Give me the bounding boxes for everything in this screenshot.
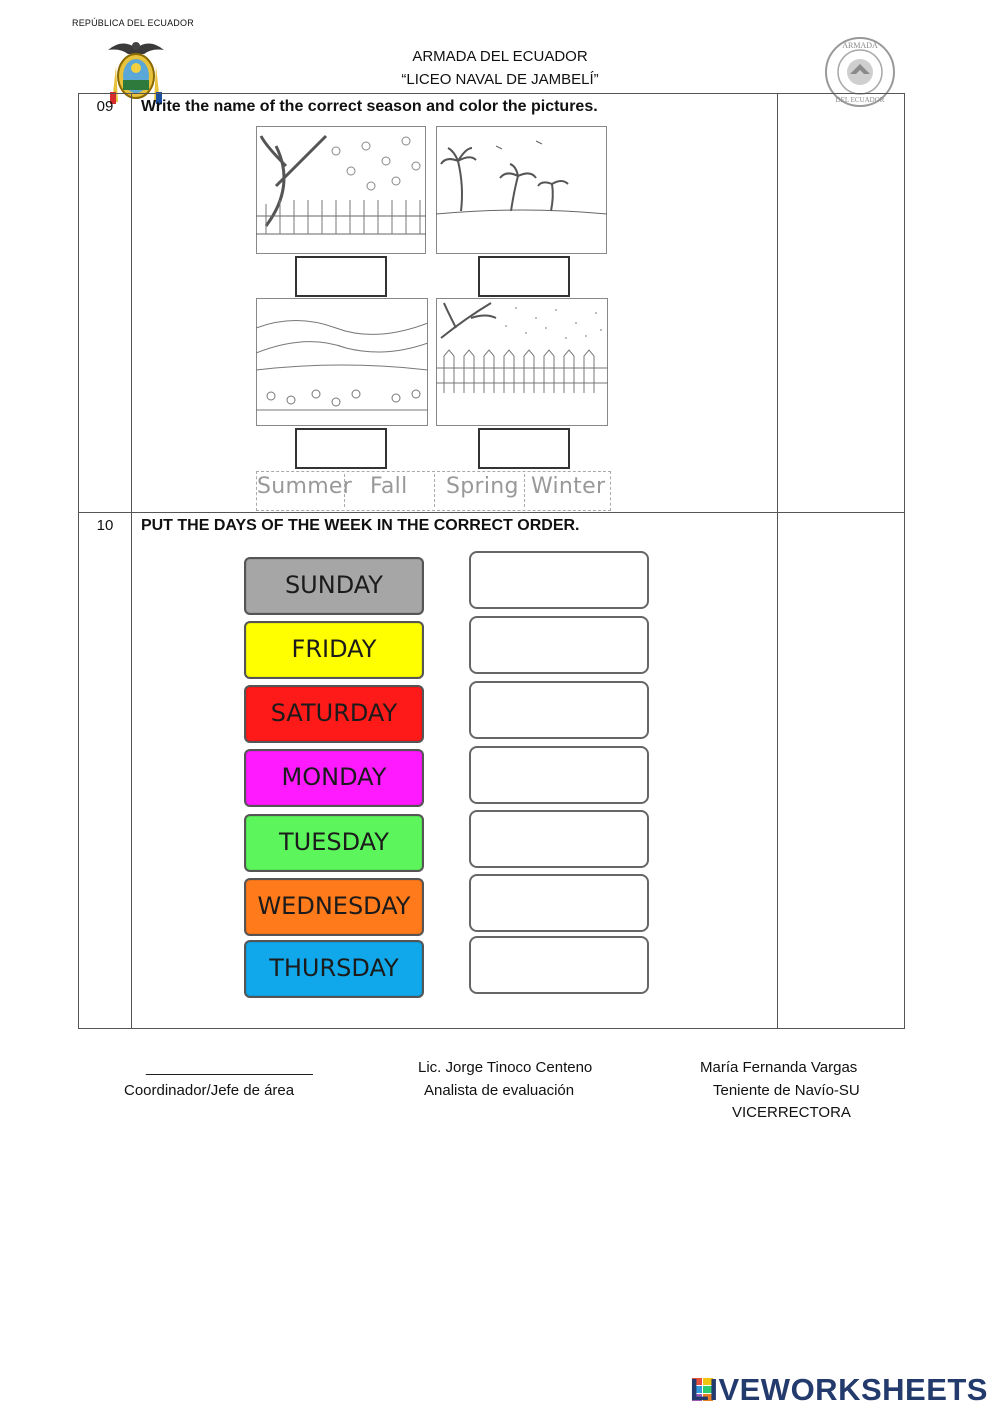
word-bank-item: Spring bbox=[445, 474, 519, 499]
order-slot-6[interactable] bbox=[469, 874, 649, 932]
order-slot-2[interactable] bbox=[469, 616, 649, 674]
word-bank-item: Winter bbox=[530, 474, 606, 499]
day-card-monday[interactable]: MONDAY bbox=[244, 749, 424, 807]
institution-title: ARMADA DEL ECUADOR bbox=[412, 48, 588, 65]
summer-picture bbox=[436, 126, 607, 254]
question-title: PUT THE DAYS OF THE WEEK IN THE CORRECT ORDER. bbox=[140, 517, 580, 534]
fall-picture bbox=[256, 126, 426, 254]
question-number: 09 bbox=[79, 94, 132, 513]
score-cell bbox=[778, 94, 905, 513]
score-cell bbox=[778, 513, 905, 1029]
country-label: REPÚBLICA DEL ECUADOR bbox=[72, 18, 194, 28]
winter-picture bbox=[436, 298, 608, 426]
spring-picture bbox=[256, 298, 428, 426]
coordinator-role: Coordinador/Jefe de área bbox=[124, 1082, 295, 1099]
season-answer-box-4[interactable] bbox=[478, 428, 570, 469]
liveworksheets-brand: LIVEWORKSHEETS bbox=[689, 1372, 988, 1407]
seal-text-bottom: DEL ECUADOR bbox=[835, 96, 885, 104]
coordinator-signature-line: ____________________ bbox=[146, 1059, 313, 1076]
vice-principal-name: María Fernanda Vargas bbox=[700, 1059, 858, 1076]
order-slot-3[interactable] bbox=[469, 681, 649, 739]
school-title: “LICEO NAVAL DE JAMBELÍ” bbox=[401, 71, 599, 88]
order-slot-4[interactable] bbox=[469, 746, 649, 804]
vice-principal-rank: Teniente de Navío-SU bbox=[713, 1082, 860, 1099]
day-card-thursday[interactable]: THURSDAY bbox=[244, 940, 424, 998]
question-row-9 bbox=[79, 94, 905, 513]
word-bank-divider bbox=[434, 474, 435, 507]
seal-text-top: ARMADA bbox=[842, 41, 878, 50]
season-answer-box-3[interactable] bbox=[295, 428, 387, 469]
order-slot-5[interactable] bbox=[469, 810, 649, 868]
order-slot-1[interactable] bbox=[469, 551, 649, 609]
day-card-tuesday[interactable]: TUESDAY bbox=[244, 814, 424, 872]
word-bank-divider bbox=[344, 474, 345, 507]
worksheet-table bbox=[78, 93, 905, 1029]
question-row-10 bbox=[79, 513, 905, 1029]
word-bank-item: Summer bbox=[256, 474, 353, 499]
season-word-bank bbox=[256, 471, 611, 511]
day-card-sunday[interactable]: SUNDAY bbox=[244, 557, 424, 615]
analyst-role: Analista de evaluación bbox=[424, 1082, 575, 1099]
question-number: 10 bbox=[79, 513, 132, 1029]
word-bank-item: Fall bbox=[369, 474, 408, 499]
analyst-name: Lic. Jorge Tinoco Centeno bbox=[418, 1059, 593, 1076]
vice-principal-role: VICERRECTORA bbox=[732, 1104, 851, 1121]
order-slot-7[interactable] bbox=[469, 936, 649, 994]
word-bank-divider bbox=[524, 474, 525, 507]
day-card-saturday[interactable]: SATURDAY bbox=[244, 685, 424, 743]
question-title: Write the name of the correct season and color the pictures. bbox=[140, 98, 598, 115]
season-answer-box-1[interactable] bbox=[295, 256, 387, 297]
day-card-friday[interactable]: FRIDAY bbox=[244, 621, 424, 679]
season-answer-box-2[interactable] bbox=[478, 256, 570, 297]
day-card-wednesday[interactable]: WEDNESDAY bbox=[244, 878, 424, 936]
